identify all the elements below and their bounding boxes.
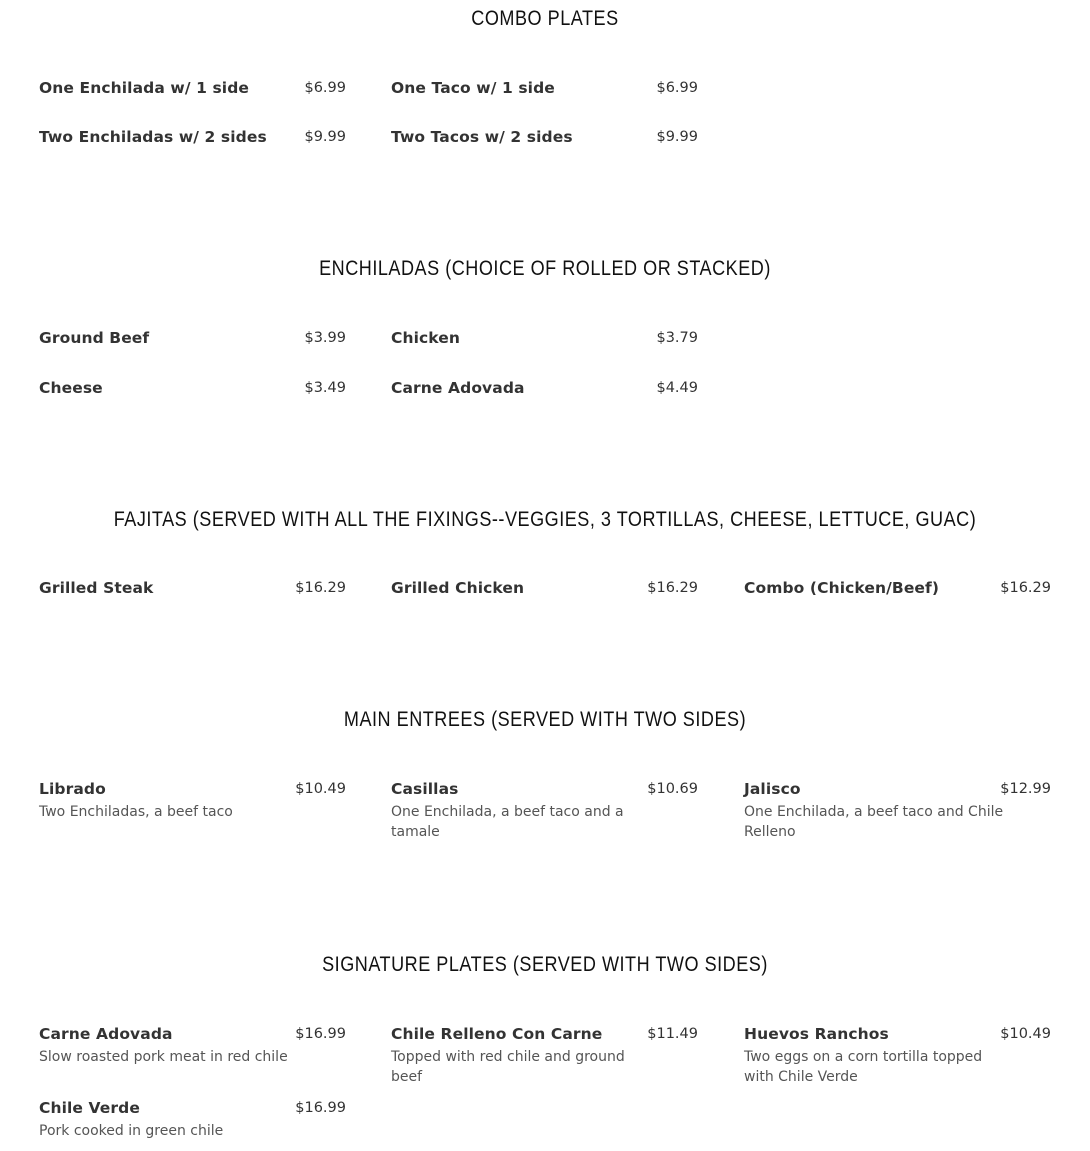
item-price: $10.49 xyxy=(1000,1026,1051,1042)
item-description: Pork cooked in green chile xyxy=(39,1123,224,1139)
item-price: $6.99 xyxy=(304,80,346,96)
item-name: Two Tacos w/ 2 sides xyxy=(391,128,573,146)
item-name: Carne Adovada xyxy=(39,1025,173,1043)
item-name: Two Enchiladas w/ 2 sides xyxy=(39,128,267,146)
item-name: Jalisco xyxy=(744,780,801,798)
item-name: Chicken xyxy=(391,329,461,347)
item-name: Combo (Chicken/Beef) xyxy=(744,579,940,597)
item-name: Chile Relleno Con Carne xyxy=(391,1025,603,1043)
item-name: Huevos Ranchos xyxy=(744,1025,889,1043)
item-name: One Enchilada w/ 1 side xyxy=(39,79,250,97)
item-description: Topped with red chile and ground beef xyxy=(391,1049,625,1085)
item-name: Carne Adovada xyxy=(391,379,525,397)
item-price: $3.49 xyxy=(304,380,346,396)
section-title-enchiladas: ENCHILADAS (CHOICE OF ROLLED OR STACKED) xyxy=(319,257,771,280)
item-name: One Taco w/ 1 side xyxy=(391,79,555,97)
item-name: Casillas xyxy=(391,780,459,798)
item-name: Librado xyxy=(39,780,106,798)
item-name: Cheese xyxy=(39,379,103,397)
item-description: Two Enchiladas, a beef taco xyxy=(39,804,233,820)
item-price: $10.49 xyxy=(295,781,346,797)
item-price: $4.49 xyxy=(656,380,698,396)
item-price: $16.29 xyxy=(647,580,698,596)
item-price: $3.99 xyxy=(304,330,346,346)
item-name: Ground Beef xyxy=(39,329,150,347)
item-price: $3.79 xyxy=(656,330,698,346)
item-price: $16.99 xyxy=(295,1026,346,1042)
item-description: One Enchilada, a beef taco and Chile Relleno xyxy=(744,804,1004,840)
item-price: $16.29 xyxy=(1000,580,1051,596)
section-title-signature-plates: SIGNATURE PLATES (SERVED WITH TWO SIDES) xyxy=(322,953,768,976)
item-price: $10.69 xyxy=(647,781,698,797)
item-name: Grilled Steak xyxy=(39,579,154,597)
item-price: $9.99 xyxy=(304,129,346,145)
item-description: Two eggs on a corn tortilla topped with Chile Verde xyxy=(744,1049,983,1085)
item-price: $16.29 xyxy=(295,580,346,596)
item-price: $9.99 xyxy=(656,129,698,145)
item-name: Chile Verde xyxy=(39,1099,140,1117)
section-title-main-entrees: MAIN ENTREES (SERVED WITH TWO SIDES) xyxy=(343,708,747,731)
item-price: $16.99 xyxy=(295,1100,346,1116)
item-price: $11.49 xyxy=(647,1026,698,1042)
item-description: One Enchilada, a beef taco and a tamale xyxy=(391,804,624,840)
item-name: Grilled Chicken xyxy=(391,579,525,597)
section-title-fajitas: FAJITAS (SERVED WITH ALL THE FIXINGS--VEGGIES, 3 TORTILLAS, CHEESE, LETTUCE, GUAC) xyxy=(113,508,977,531)
item-price: $6.99 xyxy=(656,80,698,96)
item-price: $12.99 xyxy=(1000,781,1051,797)
item-description: Slow roasted pork meat in red chile xyxy=(39,1049,288,1065)
section-title-combo-plates: COMBO PLATES xyxy=(471,7,619,30)
